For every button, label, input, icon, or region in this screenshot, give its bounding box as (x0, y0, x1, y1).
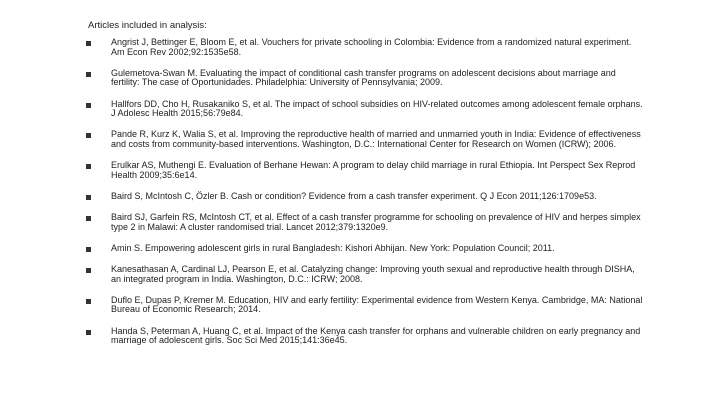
reference-item (86, 213, 646, 232)
reference-text: Baird S, McIntosh C, Özler B. Cash or condition? Evidence from a cash transfer experiment. Q J Econ 2011;126:1709e53. (111, 190, 597, 201)
reference-text: Erulkar AS, Muthengi E. Evaluation of Berhane Hewan: A program to delay child marriage in rural Ethiopia. Int Perspect Sex Reprod Health 2009;35:6e14. (111, 160, 636, 180)
reference-text: Duflo E, Dupas P, Kremer M. Education, HIV and early fertility: Experimental evidence from Western Kenya. Cambridge, MA: National Bureau of Economic Research; 2014. (111, 294, 643, 315)
square-bullet-icon (86, 299, 91, 304)
reference-item (86, 327, 646, 346)
reference-item (86, 244, 646, 254)
reference-item (86, 100, 646, 119)
square-bullet-icon (86, 72, 91, 77)
square-bullet-icon (86, 195, 91, 200)
reference-item (86, 130, 646, 149)
square-bullet-icon (86, 247, 91, 252)
reference-text: Gulemetova-Swan M. Evaluating the impact of conditional cash transfer programs on adolescent decisions about marriage and fertility: The case of Oportunidades. Philadelphia: University of Pennsylvania; 2009. (111, 67, 616, 88)
square-bullet-icon (86, 216, 91, 221)
reference-item (86, 192, 646, 202)
reference-item (86, 296, 646, 315)
square-bullet-icon (86, 164, 91, 169)
reference-text: Kanesathasan A, Cardinal LJ, Pearson E, et al. Catalyzing change: Improving youth sexual and reproductive health through DISHA, an integrated program in India. Washington, D.C.: ICRW; 2008. (111, 264, 635, 284)
square-bullet-icon (86, 268, 91, 273)
square-bullet-icon (86, 330, 91, 335)
section-heading: Articles included in analysis: (88, 20, 207, 31)
square-bullet-icon (86, 103, 91, 108)
reference-item (86, 69, 646, 88)
reference-text: Pande R, Kurz K, Walia S, et al. Improving the reproductive health of married and unmarried youth in India: Evidence of effectiveness and costs from community-based interventions. Washington, D.C.: International Center for Research on Women (ICRW); 2006. (111, 129, 641, 149)
square-bullet-icon (86, 41, 91, 46)
reference-text: Angrist J, Bettinger E, Bloom E, et al. Vouchers for private schooling in Colombia: Evidence from a randomized natural experiment. Am Econ Rev 2002;92:1535e58. (111, 37, 632, 57)
reference-text: Handa S, Peterman A, Huang C, et al. Impact of the Kenya cash transfer for orphans and vulnerable children on early pregnancy and marriage of adolescent girls. Soc Sci Med 2015;141:36e45. (111, 325, 641, 346)
reference-text: Amin S. Empowering adolescent girls in rural Bangladesh: Kishori Abhijan. New York: Population Council; 2011. (111, 242, 555, 253)
reference-item (86, 161, 646, 180)
reference-text: Baird SJ, Garfein RS, McIntosh CT, et al. Effect of a cash transfer programme for schooling on prevalence of HIV and herpes simplex type 2 in Malawi: A cluster randomised trial. Lancet 2012;379:1320e9. (111, 212, 641, 232)
reference-list (86, 38, 646, 346)
reference-item (86, 265, 646, 284)
reference-item (86, 38, 646, 57)
square-bullet-icon (86, 133, 91, 138)
reference-text: Hallfors DD, Cho H, Rusakaniko S, et al. The impact of school subsidies on HIV-related outcomes among adolescent female orphans. J Adolesc Health 2015;56:79e84. (111, 98, 643, 119)
